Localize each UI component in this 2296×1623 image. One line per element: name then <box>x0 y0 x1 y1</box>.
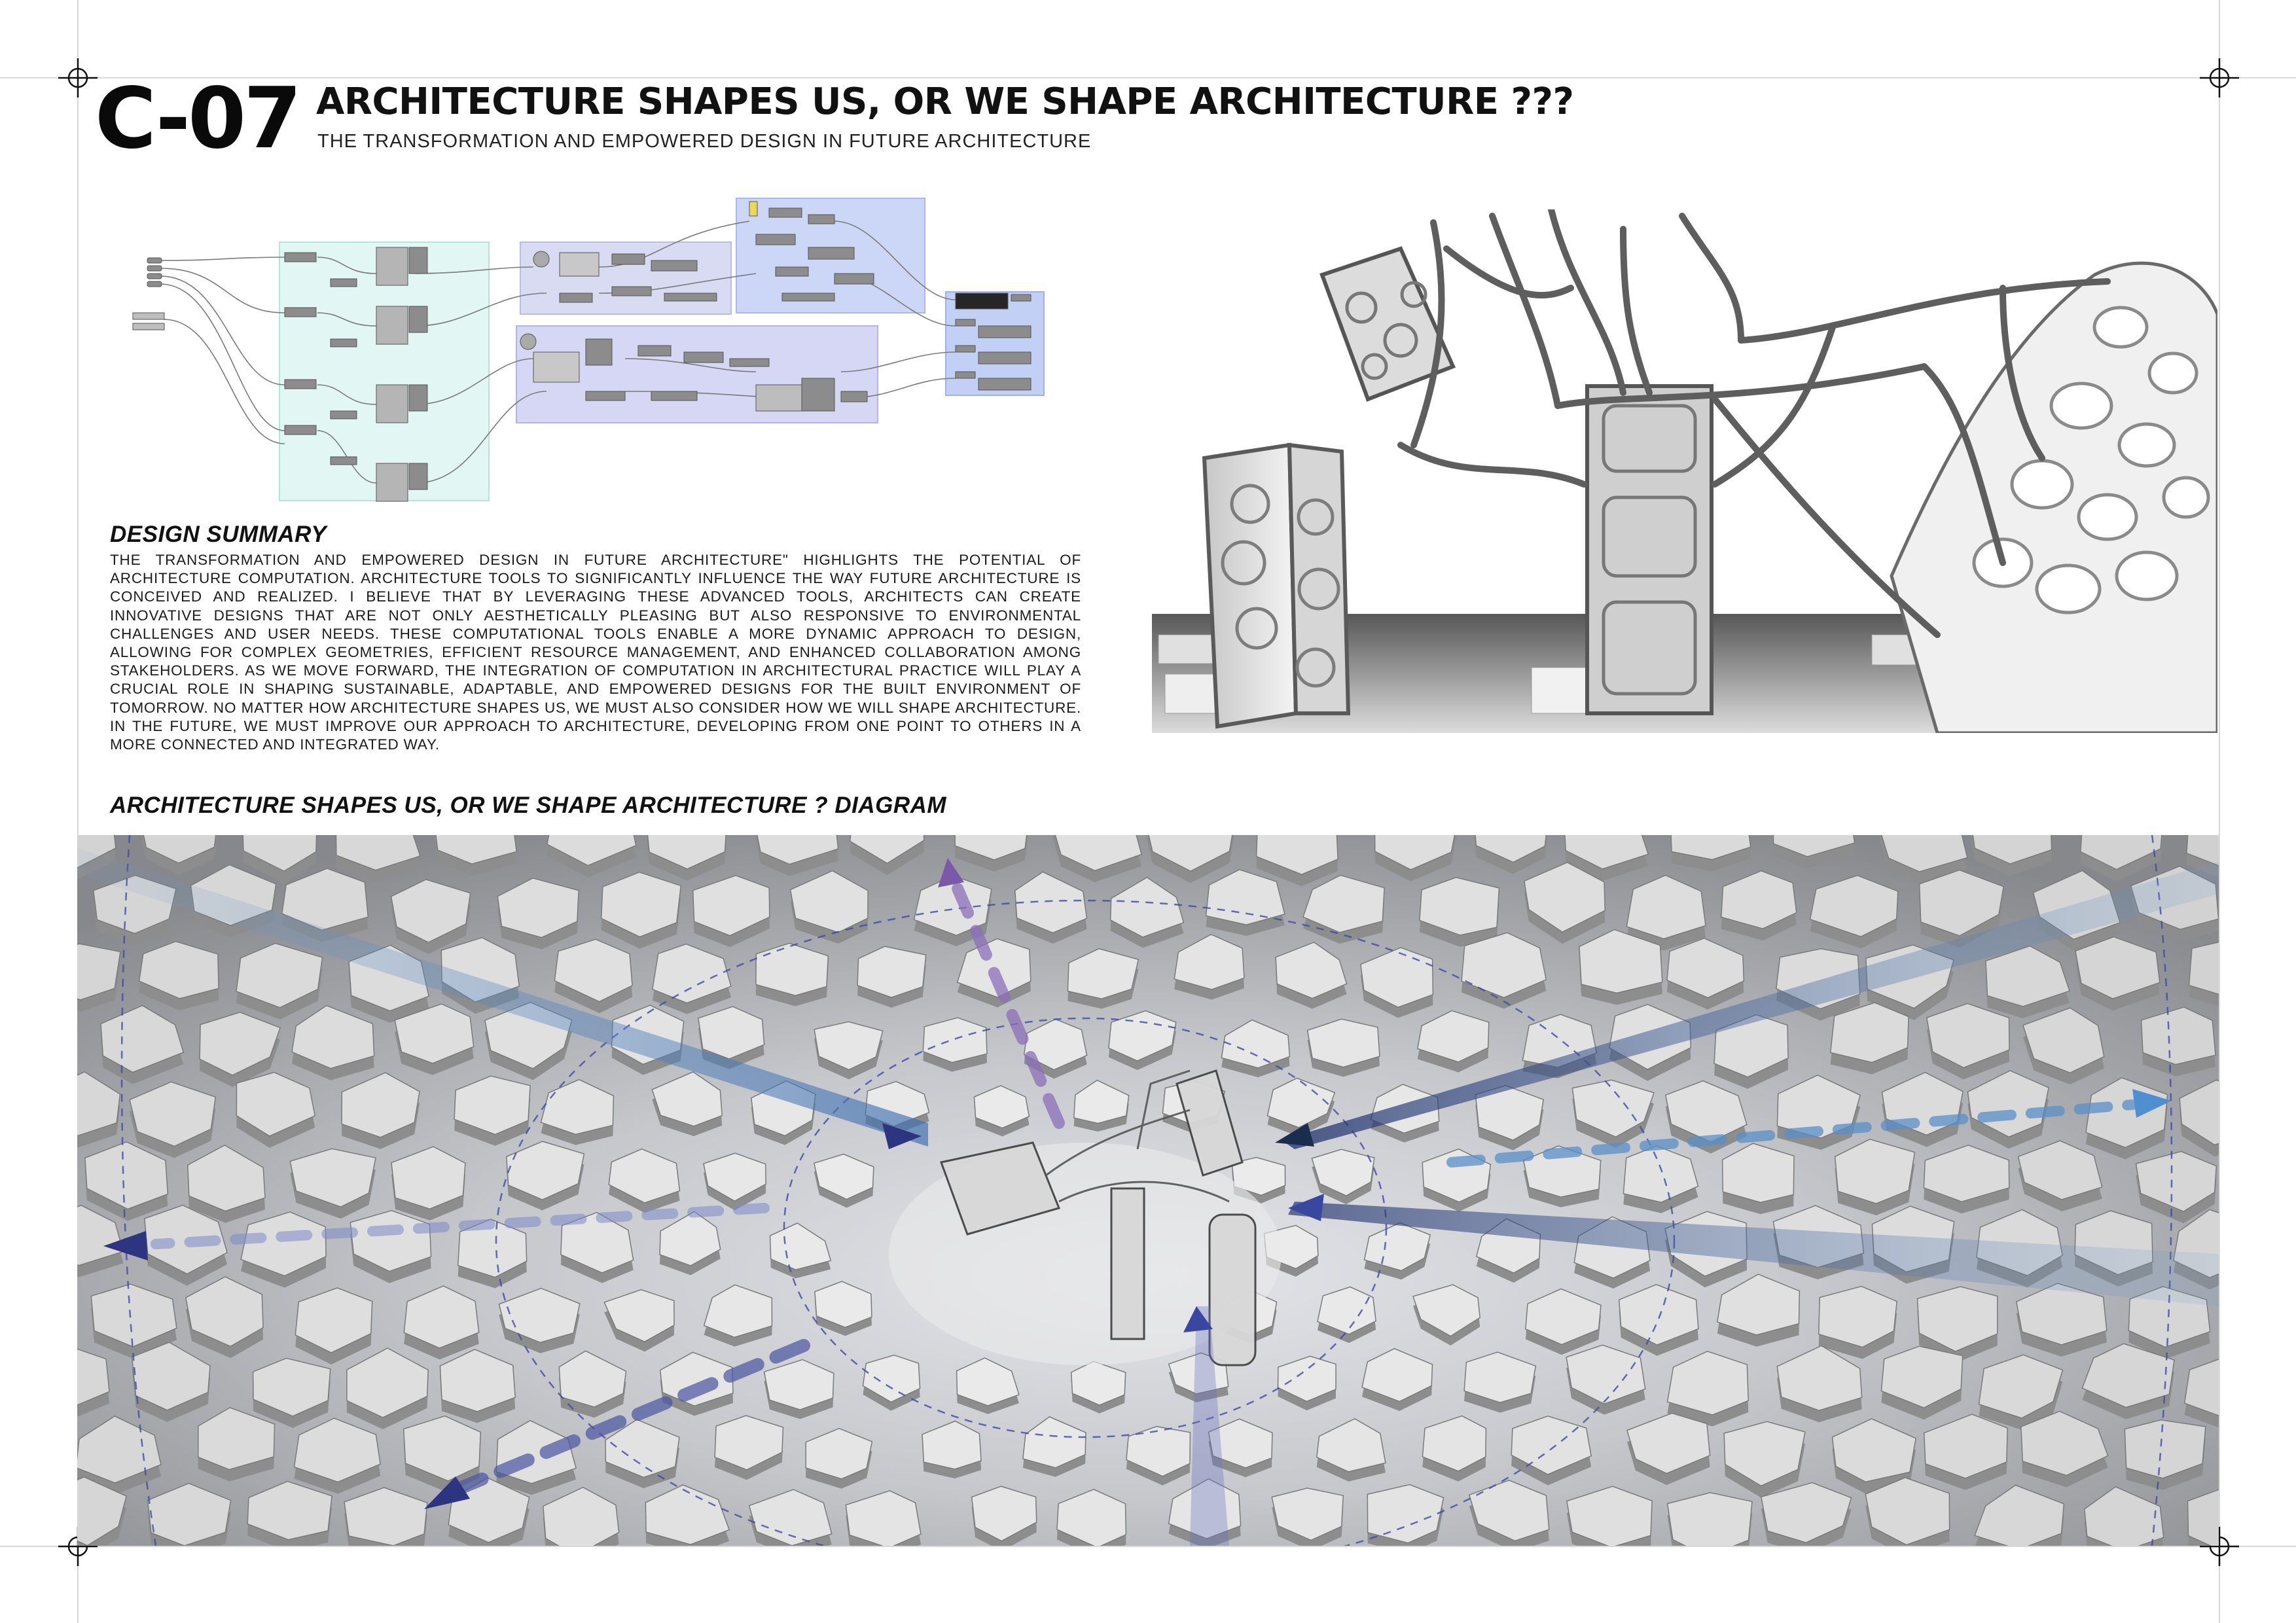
design-summary-heading: DESIGN SUMMARY <box>110 522 327 547</box>
crop-mark-icon <box>2200 58 2239 98</box>
crop-mark-icon <box>58 58 98 98</box>
voronoi-cell <box>1668 1493 1752 1546</box>
node-group <box>520 242 731 314</box>
trim-line-top <box>0 77 2296 79</box>
design-summary-body: THE TRANSFORMATION AND EMPOWERED DESIGN IN FUTURE ARCHITECTURE" HIGHLIGHTS THE POTENTIAL OF ARCHITECTURE COMPUTATION. ARCHITECTURE TOOLS TO SIGNIFICANTLY INFLUENCE THE WAY FUTURE ARCHITECTURE IS CONCEIVED AND REALIZED. I BELIEVE THAT BY LEVERAGING THESE ADVANCED TOOLS, ARCHITECTS CAN CREATE INNOVATIVE DESIGNS THAT ARE NOT ONLY AESTHETICALLY PLEASING BUT ALSO RESPONSIVE TO ENVIRONMENTAL CHALLENGES AND USER NEEDS. THESE COMPUTATIONAL TOOLS ENABLE A MORE DYNAMIC APPROACH TO DESIGN, ALLOWING FOR COMPLEX GEOMETRIES, EFFICIENT RESOURCE MANAGEMENT, AND ENHANCED COLLABORATION AMONG STAKEHOLDERS. AS WE MOVE FORWARD, THE INTEGRATION OF COMPUTATION IN ARCHITECTURAL PRACTICE WILL PLAY A CRUCIAL ROLE IN SHAPING SUSTAINABLE, ADAPTABLE, AND EMPOWERED DESIGNS FOR THE BUILT ENVIRONMENT OF TOMORROW. NO MATTER HOW ARCHITECTURE SHAPES US, WE MUST ALSO CONSIDER HOW WE WILL SHAPE ARCHITECTURE. IN THE FUTURE, WE MUST IMPROVE OUR APPROACH TO ARCHITECTURE, DEVELOPING FROM ONE POINT TO OTHERS IN A MORE CONNECTED AND INTEGRATED WAY. <box>110 552 1081 753</box>
voronoi-structure-render <box>1152 209 2217 733</box>
sheet-code: C-07 <box>95 70 300 168</box>
sheet-title: ARCHITECTURE SHAPES US, OR WE SHAPE ARCHITECTURE ??? <box>316 80 1574 123</box>
voronoi-cell <box>1308 1019 1380 1067</box>
diagram-heading: ARCHITECTURE SHAPES US, OR WE SHAPE ARCHITECTURE ? DIAGRAM <box>110 793 947 818</box>
node-graph-diagram <box>128 195 1050 503</box>
trim-line-bottom <box>0 1546 2296 1547</box>
sheet-subtitle: THE TRANSFORMATION AND EMPOWERED DESIGN IN FUTURE ARCHITECTURE <box>317 131 1092 152</box>
hexagon-field-diagram <box>77 835 2219 1546</box>
trim-line-right <box>2219 0 2220 1623</box>
